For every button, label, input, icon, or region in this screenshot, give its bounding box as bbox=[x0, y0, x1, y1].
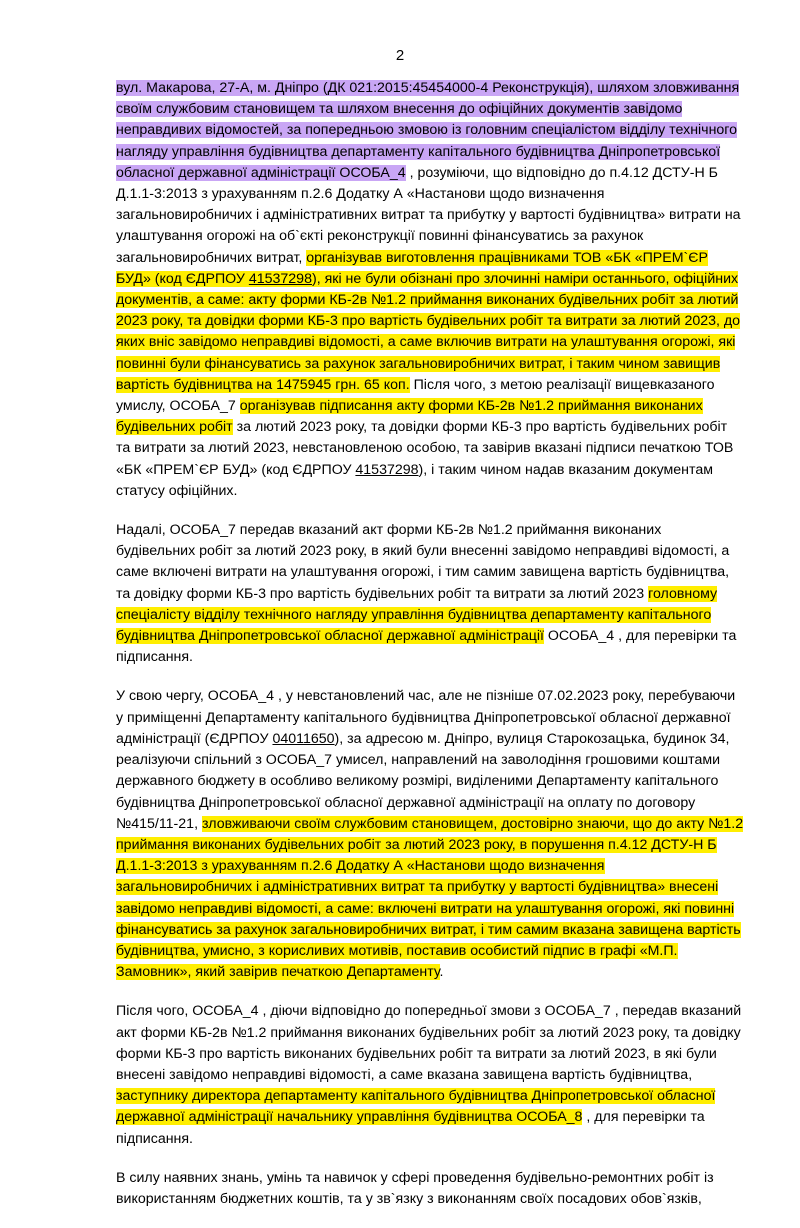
highlighted-text: головному спеціалісту відділу технічного нагляду управління будівництва департаменту капітального будівництва Дніпропетровської обласної державної адміністрації bbox=[116, 585, 718, 645]
text-run: ), і таким чином надав вказаним документам статусу офіційних. bbox=[116, 461, 713, 499]
highlighted-text: вул. Макарова, 27-А, м. Дніпро (ДК 021:2015:45454000-4 Реконструкція), шляхом зловживання своїм службовим становищем та шляхом внесення до офіційних документів завідомо неправдивих відомостей, за попередньою змовою із головним спеціалістом відділу технічного нагляду управління будівництва департаменту капітального будівництва Дніпропетровської обласної державної адміністрації ОСОБА_4 bbox=[116, 80, 740, 181]
text-run: В силу наявних знань, умінь та навичок у сфері проведення будівельно-ремонтних робіт із використанням бюджетних коштів, та у зв`язку з виконанням своїх посадових обов`язків, bbox=[116, 1169, 714, 1207]
highlighted-text: зловживаючи своїм службовим становищем, достовірно знаючи, що до акту №1.2 приймання виконаних будівельних робіт за лютий 2023 року, в порушення п.4.12 ДСТУ-Н Б Д.1.1-3:2013 з урахуванням п.2.6 Додатку А «Настанови щодо визначення загальновиробничих і адміністративних витрат та прибутку у вартості будівництва» внесені завідомо неправдиві відомості, а саме: включені витрати на улаштування огорожі, які повинні фінансуватись за рахунок загальновиробничих витрат, і тим самим вказана завищена вартість будівництва, умисно, з корисливих мотивів, поставив особистий підпис в графі «М.П. Замовник», який завірив печаткою Департаменту bbox=[116, 815, 744, 981]
text-run: , розуміючи, що відповідно до п.4.12 ДСТУ-Н Б Д.1.1-3:2013 з урахуванням п.2.6 Додатку А «Настанови щодо визначення загальновиробничих і адміністративних витрат та прибутку у вартості будівництва» витрати на улаштування огорожі на об`єкті реконструкції повинні фінансуватись за рахунок загальновиробничих витрат, bbox=[116, 164, 741, 266]
highlighted-text: ), які не були обізнані про злочинні наміри останнього, офіційних документів, а саме: акту форми КБ-2в №1.2 приймання виконаних будівельних робіт за лютий 2023 року, та довідки форми КБ-3 про вартість будівельних робіт та витрати за лютий 2023, до яких вніс завідомо неправдиві відомості, а саме включив витрати на улаштування огорожі, які повинні були фінансуватись за рахунок загальновиробничих витрат, і таким чином завищив вартість будівництва на 1475945 грн. 65 коп. bbox=[116, 270, 741, 393]
text-run: Після чого, з метою реалізації вищевказаного умислу, ОСОБА_7 bbox=[116, 376, 715, 415]
text-run: ), за адресою м. Дніпро, вулиця Старокозацька, будинок 34, реалізуючи спільний з ОСОБА_7 умисел, направлений на заволодіння грошовими коштами державного бюджету в особливо великому розмірі, виділеними Департаменту капітального будівництва Дніпропетровської обласної державної адміністрації на оплату по договору №415/11-21, bbox=[116, 730, 730, 832]
document-body bbox=[116, 78, 744, 1228]
text-run: Надалі, ОСОБА_7 передав вказаний акт форми КБ-2в №1.2 приймання виконаних будівельних робіт за лютий 2023 року, в який були внесенні завідомо неправдиві відомості, а саме включені витрати на улаштування огорожі, і тим самим завищена вартість будівництва, та довідку форми КБ-3 про вартість будівельних робіт та витрати за лютий 2023 bbox=[116, 522, 730, 602]
paragraph bbox=[116, 686, 744, 983]
text-run: Після чого, ОСОБА_4 , діючи відповідно до попередньої змови з ОСОБА_7 , передав вказаний акт форми КБ-2в №1.2 приймання виконаних будівельних робіт за лютий 2023 року, та довідку форми КБ-3 про вартість виконаних будівельних робіт та витрати за лютий 2023, в які були внесені завідомо неправдиві відомості, а саме вказана завищена вартість будівництва, bbox=[116, 1003, 742, 1083]
underlined-code: 41537298 bbox=[248, 270, 312, 287]
highlighted-text: організував виготовлення працівниками ТОВ «БК «ПРЕМ`ЄР БУД» (код ЄДРПОУ bbox=[116, 249, 708, 287]
highlighted-text: організував підписання акту форми КБ-2в №1.2 приймання виконаних будівельних робіт bbox=[116, 398, 703, 436]
underlined-code: 04011650 bbox=[272, 730, 335, 747]
paragraph bbox=[116, 1001, 744, 1149]
text-run: за лютий 2023 року, та довідки форми КБ-3 про вартість будівельних робіт та витрати за лютий 2023, невстановленою особою, та завірив вказані підписи печаткою ТОВ «БК «ПРЕМ`ЄР БУД» (код ЄДРПОУ bbox=[116, 419, 734, 478]
text-run: У свою чергу, ОСОБА_4 , у невстановлений час, але не пізніше 07.02.2023 року, перебуваючи у приміщенні Департаменту капітального будівництва Дніпропетровської обласної державної адміністрації (ЄДРПОУ bbox=[116, 688, 736, 747]
highlighted-text: заступнику директора департаменту капітального будівництва Дніпропетровської обласної державної адміністрації начальнику управління будівництва ОСОБА_8 bbox=[116, 1088, 716, 1126]
paragraph bbox=[116, 1168, 744, 1210]
text-run: ОСОБА_4 , для перевірки та підписання. bbox=[116, 628, 737, 666]
paragraph bbox=[116, 520, 744, 668]
text-run: , для перевірки та підписання. bbox=[116, 1109, 705, 1147]
page-number: 2 bbox=[395, 47, 405, 64]
paragraph bbox=[116, 78, 744, 502]
text-run: . bbox=[439, 964, 444, 981]
underlined-code: 41537298 bbox=[355, 461, 419, 478]
